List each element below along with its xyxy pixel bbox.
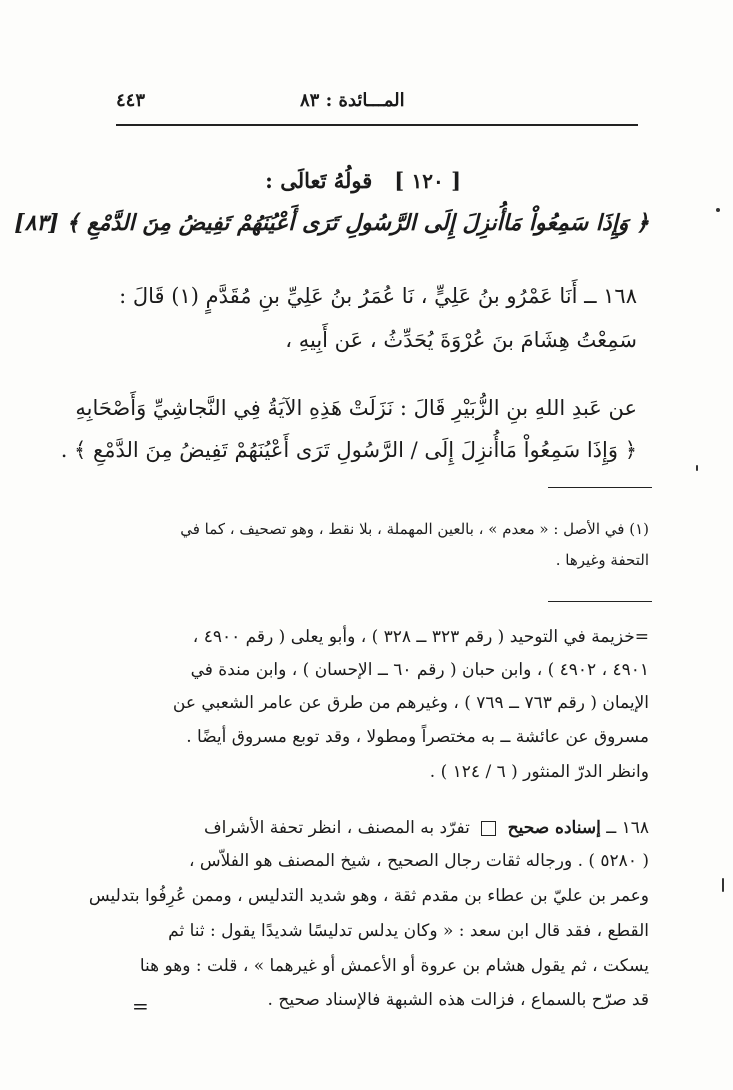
commentary-hadith-assessment — [204, 818, 649, 838]
commentary-text: تفرّد به المصنف ، انظر تحفة الأشراف — [203, 818, 470, 838]
commentary-line: قد صرّح بالسماع ، فزالت هذه الشبهة فالإسناد صحيح . — [267, 990, 649, 1010]
running-header-sura: المـــائدة : ٨٣ — [300, 90, 405, 111]
footnote-divider — [548, 487, 652, 488]
square-box-icon — [481, 821, 496, 836]
commentary-line: وعمر بن عليّ بن عطاء بن مقدم ثقة ، وهو شديد التدليس ، وممن عُرِفُوا بتدليس — [88, 886, 649, 906]
commentary-line: مسروق عن عائشة ــ به مختصراً ومطولا ، وقد توبع مسروق أيضًا . — [186, 727, 649, 747]
hadith-line: عن عَبدِ اللهِ بنِ الزُّبَيْرِ قَالَ : نَزَلَتْ هَذِهِ الآيَةُ فِي النَّجاشِيِّ وَأَصْحَابِهِ — [75, 396, 637, 420]
commentary-line: يسكت ، ثم يقول هشام بن عروة أو الأعمش أو غيرهما » ، قلت : وهو هنا — [139, 956, 649, 976]
section-number: ١٢٠ — [411, 169, 444, 193]
commentary-line: ( ٥٢٨٠ ) . ورجاله ثقات رجال الصحيح ، شيخ المصنف هو الفلاّس ، — [188, 851, 649, 871]
isnad-verdict: إسناده صحيح — [507, 818, 601, 838]
footnote-line: التحفة وغيرها . — [555, 551, 649, 569]
commentary-divider — [548, 601, 652, 602]
page-number: ٤٤٣ — [116, 90, 146, 111]
scan-speck — [696, 465, 698, 471]
heading-bracket-close: ] — [394, 168, 405, 193]
header-rule — [116, 124, 638, 126]
commentary-line: ٤٩٠١ ، ٤٩٠٢ ) ، وابن حبان ( رقم ٦٠ ــ الإحسان ) ، وابن مندة في — [190, 660, 649, 680]
hadith-verse-line: ﴿ وَإِذَا سَمِعُواْ مَاأُنزِلَ إِلَى / الرَّسُولِ تَرَى أَعْيُنَهُمْ تَفِيضُ مِنَ الدَّمْعِ ﴾ . — [60, 438, 637, 462]
footnote-line: (١) في الأصل : « معدم » ، بالعين المهملة ، بلا نقط ، وهو تصحيف ، كما في — [180, 520, 649, 538]
section-heading — [265, 168, 461, 193]
hadith-line: سَمِعْتُ هِشَامَ بنَ عُرْوَةَ يُحَدِّثُ ، عَن أَبِيهِ ، — [285, 328, 637, 352]
continuation-mark: = — [132, 994, 149, 1018]
hadith-line: ١٦٨ ــ أَنَا عَمْرُو بنُ عَلِيٍّ ، نَا عُمَرُ بنُ عَلِيِّ بنِ مُقَدَّمٍ (١) قَالَ : — [119, 284, 637, 308]
scan-speck — [722, 878, 724, 892]
commentary-line: وانظر الدرّ المنثور ( ٦ / ١٢٤ ) . — [429, 762, 649, 782]
heading-bracket-open: [ — [451, 168, 461, 193]
commentary-line: =خزيمة في التوحيد ( رقم ٣٢٣ ــ ٣٢٨ ) ، وأبو يعلى ( رقم ٤٩٠٠ ، — [192, 627, 649, 647]
commentary-line: الإيمان ( رقم ٧٦٣ ــ ٧٦٩ ) ، وغيرهم من طرق عن عامر الشعبي عن — [172, 693, 649, 713]
commentary-line: القطع ، فقد قال ابن سعد : « وكان يدلس تدليسًا شديدًا يقول : ثنا ثم — [168, 921, 649, 941]
quran-verse: ﴿ وَإِذَا سَمِعُواْ مَاأُنزِلَ إِلَى الرَّسُولِ تَرَى أَعْيُنَهُمْ تَفِيضُ مِنَ الدَّمْعِ ﴾ [٨٣] — [14, 210, 649, 236]
hadith-ref-number: ١٦٨ ــ — [606, 818, 649, 838]
scan-speck — [716, 208, 720, 212]
section-intro: قولُهُ تَعالَى : — [265, 168, 373, 193]
